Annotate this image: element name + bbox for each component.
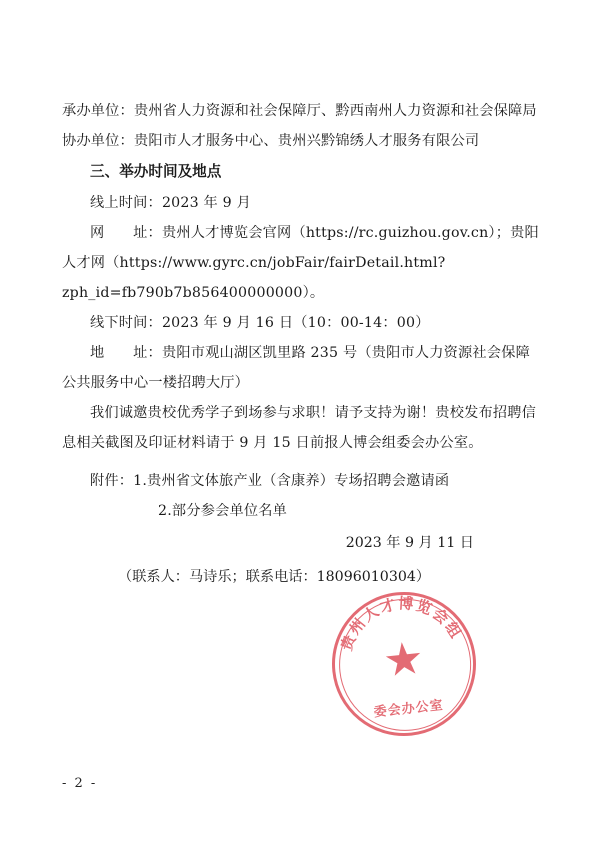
website-line <box>62 218 540 308</box>
svg-text:贵州人才博览会组: 贵州人才博览会组 <box>337 594 466 653</box>
official-seal <box>325 585 483 743</box>
address-line <box>62 338 540 398</box>
seal-bottom-text: 委会办公室 <box>373 698 445 721</box>
address-label: 地 址： <box>90 345 162 361</box>
attachment-label: 附件：1.贵州省文体旅产业（含康养）专场招聘会邀请函 <box>90 473 450 489</box>
seal-arc-text <box>328 588 480 740</box>
body-paragraph: 我们诚邀贵校优秀学子到场参与求职！请予支持为谢！贵校发布招聘信息相关截图及印证材料请于 9 月 15 日前报人博会组委会办公室。 <box>62 405 537 451</box>
online-time-line: 线上时间：2023 年 9 月 <box>90 195 251 211</box>
host-unit-line: 承办单位：贵州省人力资源和社会保障厅、黔西南州人力资源和社会保障局 <box>62 103 537 119</box>
address-value: 贵阳市观山湖区凯里路 235 号（贵阳市人力资源社会保障公共服务中心一楼招聘大厅） <box>62 345 530 391</box>
seal-inner-ring <box>333 592 478 737</box>
spacer <box>62 458 540 466</box>
website-label: 网 址： <box>90 225 162 241</box>
offline-time-line: 线下时间：2023 年 9 月 16 日（10：00-14：00） <box>90 315 430 331</box>
section-heading: 三、举办时间及地点 <box>90 163 222 180</box>
signature-date: 2023 年 9 月 11 日 <box>345 535 474 551</box>
contact-line: （联系人：马诗乐；联系电话：18096010304） <box>118 569 431 585</box>
page-number: - 2 - <box>62 776 98 791</box>
co-host-unit-line: 协办单位：贵阳市人才服务中心、贵州兴黔锦绣人才服务有限公司 <box>62 133 480 149</box>
website-value: 贵州人才博览会官网（https://rc.guizhou.gov.cn）；贵阳人才网（https://www.gyrc.cn/jobFair/fairDetail.html?zph_id=fb790b7b856400000000）。 <box>62 225 539 301</box>
seal-star-icon <box>384 640 424 680</box>
attachment-item-2: 2.部分参会单位名单 <box>158 503 288 519</box>
